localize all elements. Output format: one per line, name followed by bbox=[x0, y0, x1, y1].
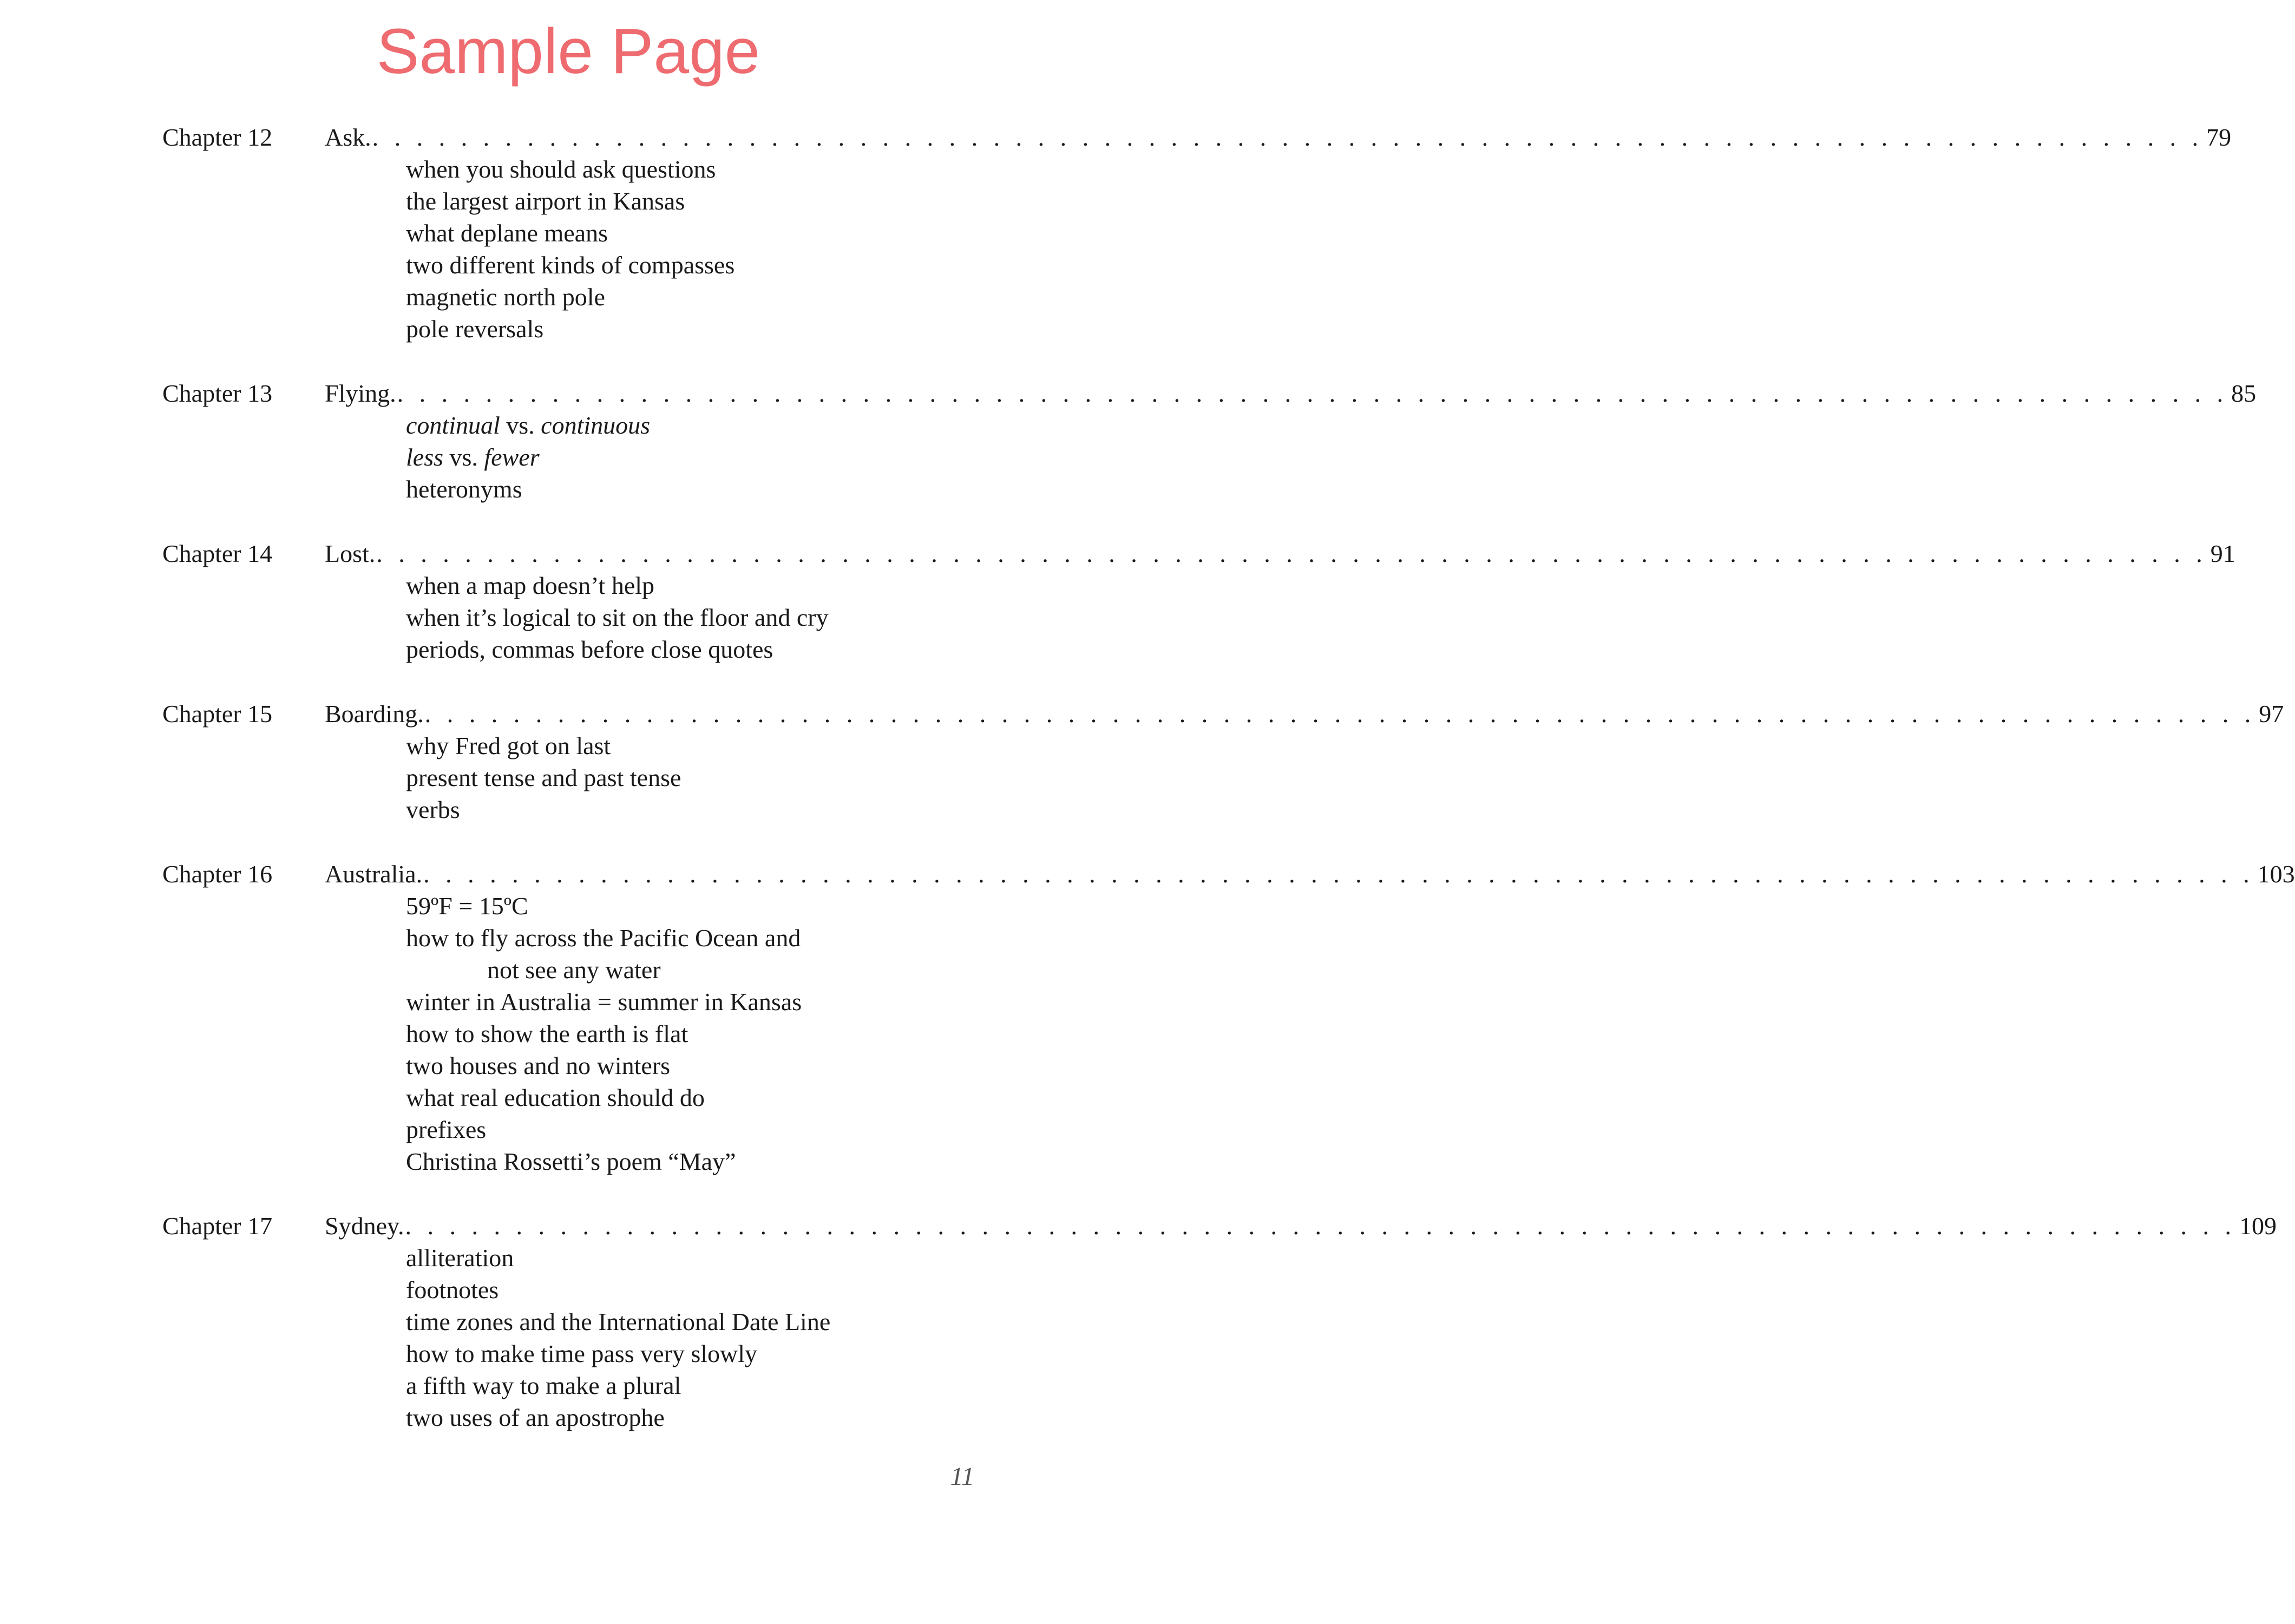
topic-item: heteronyms bbox=[406, 475, 522, 503]
dot-leader: . . . . . . . . . . . . . . . . . . . . . . . . . . . . . . . . . . . . . . . . . . . . . . . . . . . . . . . . . . . . . . . . . . . . . . . . . . . . . . . . . . . bbox=[405, 1212, 2237, 1240]
dot-leader: . . . . . . . . . . . . . . . . . . . . . . . . . . . . . . . . . . . . . . . . . . . . . . . . . . . . . . . . . . . . . . . . . . . . . . . . . . . . . . . . . . . bbox=[372, 123, 2204, 151]
chapter-title-line bbox=[325, 858, 2295, 890]
topic-term-italic: fewer bbox=[484, 443, 540, 471]
topic-item: time zones and the International Date Line bbox=[406, 1308, 831, 1335]
topic-term-italic: less bbox=[406, 443, 443, 471]
toc-entry-heading[interactable] bbox=[162, 858, 2295, 890]
topic-item bbox=[406, 409, 974, 441]
folio-page-number: 11 bbox=[950, 1462, 974, 1491]
dot-leader: . . . . . . . . . . . . . . . . . . . . . . . . . . . . . . . . . . . . . . . . . . . . . . . . . . . . . . . . . . . . . . . . . . . . . . . . . . . . . . . . . . . bbox=[397, 379, 2228, 407]
topic-item: two uses of an apostrophe bbox=[406, 1404, 665, 1431]
topic-term-italic: continual bbox=[406, 411, 500, 439]
chapter-number: Chapter 17 bbox=[162, 1212, 273, 1240]
topic-list bbox=[162, 1242, 974, 1433]
chapter-number: Chapter 14 bbox=[162, 540, 273, 567]
topic-item: 59ºF = 15ºC bbox=[406, 892, 528, 920]
topic-text: vs. bbox=[443, 443, 484, 471]
chapter-title-line bbox=[325, 377, 2256, 409]
topic-item: prefixes bbox=[406, 1116, 487, 1143]
toc-entry bbox=[162, 538, 2235, 665]
chapter-title-line bbox=[325, 121, 2231, 153]
page-number: 109 bbox=[2239, 1212, 2277, 1240]
topic-item: what deplane means bbox=[406, 219, 608, 247]
toc-entry bbox=[162, 121, 2232, 345]
topic-list bbox=[162, 409, 974, 505]
topic-item: when you should ask questions bbox=[406, 155, 716, 183]
topic-item: pole reversals bbox=[406, 315, 544, 343]
chapter-title: Ask. bbox=[325, 123, 371, 151]
topic-item: Christina Rossetti’s poem “May” bbox=[406, 1148, 736, 1175]
toc-entry-heading[interactable] bbox=[162, 377, 2257, 409]
toc-entry-heading[interactable] bbox=[162, 698, 2284, 730]
toc-entry bbox=[162, 377, 2257, 505]
topic-item: when a map doesn’t help bbox=[406, 572, 655, 599]
toc-entry-heading[interactable] bbox=[162, 121, 2232, 153]
chapter-title-line bbox=[325, 1210, 2277, 1242]
page-number: 85 bbox=[2231, 379, 2257, 407]
topic-item: how to make time pass very slowly bbox=[406, 1340, 758, 1367]
dot-leader: . . . . . . . . . . . . . . . . . . . . . . . . . . . . . . . . . . . . . . . . . . . . . . . . . . . . . . . . . . . . . . . . . . . . . . . . . . . . . . . . . . . bbox=[424, 700, 2256, 728]
topic-item: what real education should do bbox=[406, 1084, 705, 1111]
topic-item: winter in Australia = summer in Kansas bbox=[406, 988, 802, 1016]
topic-term-italic: continuous bbox=[541, 411, 651, 439]
toc-entry bbox=[162, 698, 2284, 826]
topic-item: why Fred got on last bbox=[406, 732, 611, 759]
chapter-title: Boarding. bbox=[325, 700, 424, 728]
topic-item: not see any water bbox=[487, 956, 661, 984]
chapter-title-line bbox=[325, 538, 2235, 569]
topic-text: vs. bbox=[500, 411, 541, 439]
topic-item: how to show the earth is flat bbox=[406, 1020, 688, 1047]
topic-item: verbs bbox=[406, 796, 460, 823]
topic-item: two different kinds of compasses bbox=[406, 251, 735, 279]
topic-item: periods, commas before close quotes bbox=[406, 636, 773, 663]
page-number: 91 bbox=[2210, 540, 2235, 567]
topic-item bbox=[406, 441, 974, 473]
topic-item: footnotes bbox=[406, 1276, 499, 1304]
dot-leader: . . . . . . . . . . . . . . . . . . . . . . . . . . . . . . . . . . . . . . . . . . . . . . . . . . . . . . . . . . . . . . . . . . . . . . . . . . . . . . . . . . . bbox=[423, 860, 2254, 888]
page-number: 97 bbox=[2259, 700, 2284, 728]
table-of-contents bbox=[162, 121, 2295, 1466]
chapter-title: Flying. bbox=[325, 379, 396, 407]
topic-list bbox=[162, 569, 974, 665]
topic-list bbox=[162, 730, 974, 826]
page-number: 79 bbox=[2206, 123, 2232, 151]
chapter-title: Lost. bbox=[325, 540, 376, 567]
sample-page-watermark: Sample Page bbox=[376, 16, 760, 87]
topic-item: present tense and past tense bbox=[406, 764, 681, 791]
chapter-number: Chapter 15 bbox=[162, 700, 273, 728]
topic-item: how to fly across the Pacific Ocean and bbox=[406, 924, 801, 952]
chapter-title: Sydney. bbox=[325, 1212, 404, 1240]
toc-entry bbox=[162, 858, 2295, 1177]
chapter-number: Chapter 12 bbox=[162, 123, 273, 151]
dot-leader: . . . . . . . . . . . . . . . . . . . . . . . . . . . . . . . . . . . . . . . . . . . . . . . . . . . . . . . . . . . . . . . . . . . . . . . . . . . . . . . . . . . bbox=[376, 540, 2207, 567]
topic-item: the largest airport in Kansas bbox=[406, 187, 685, 215]
topic-list bbox=[162, 153, 974, 345]
topic-list bbox=[162, 890, 974, 1177]
topic-item: two houses and no winters bbox=[406, 1052, 671, 1079]
topic-item: alliteration bbox=[406, 1244, 514, 1272]
topic-item: when it’s logical to sit on the floor and cry bbox=[406, 604, 829, 631]
page-number: 103 bbox=[2257, 860, 2295, 888]
toc-entry-heading[interactable] bbox=[162, 1210, 2277, 1242]
chapter-number: Chapter 13 bbox=[162, 379, 273, 407]
toc-entry bbox=[162, 1210, 2277, 1433]
toc-entry-heading[interactable] bbox=[162, 538, 2235, 569]
topic-item: magnetic north pole bbox=[406, 283, 605, 311]
chapter-title: Australia. bbox=[325, 860, 423, 888]
chapter-number: Chapter 16 bbox=[162, 860, 273, 888]
topic-item: a fifth way to make a plural bbox=[406, 1372, 681, 1399]
chapter-title-line bbox=[325, 698, 2284, 730]
